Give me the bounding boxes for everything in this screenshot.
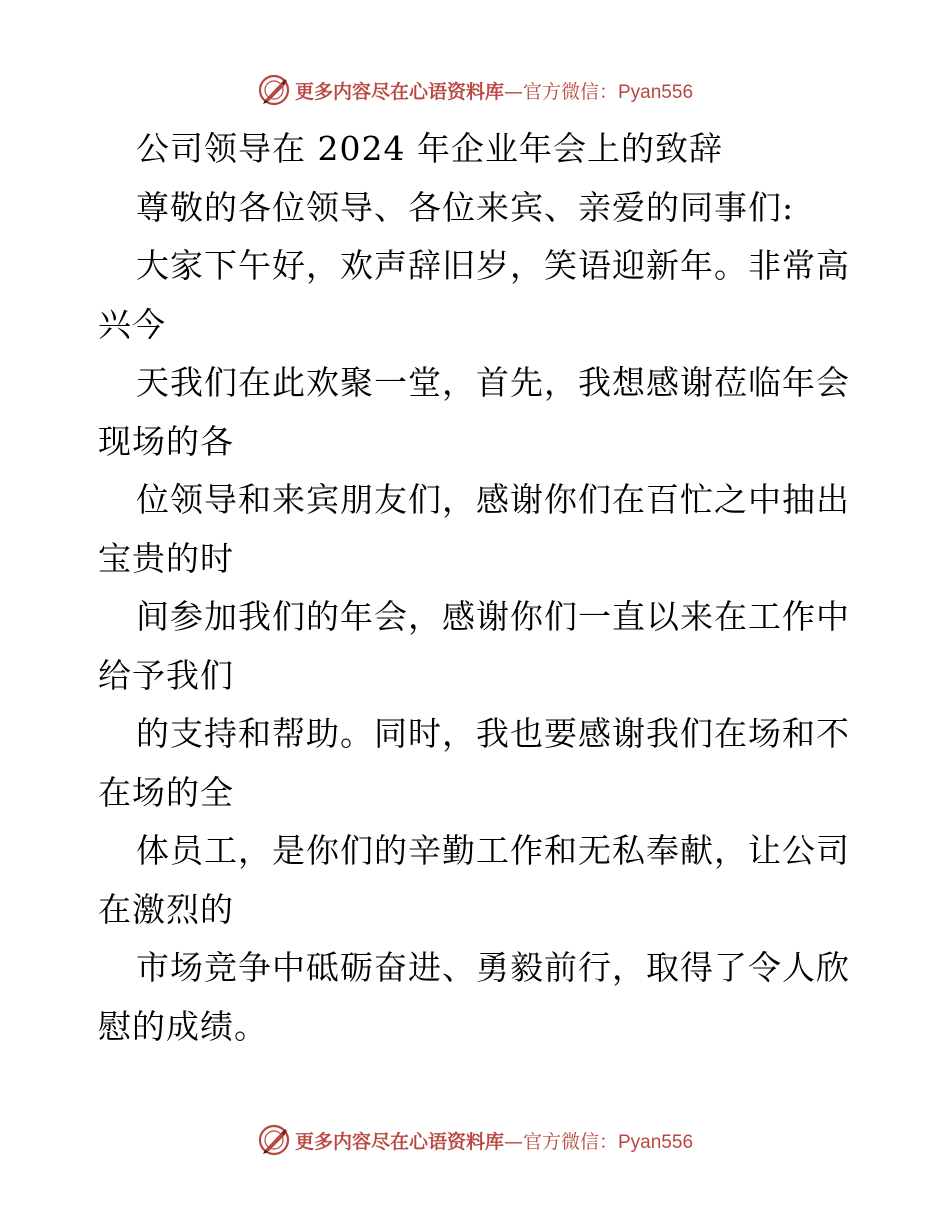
paragraph-line: 宝贵的时 bbox=[98, 538, 234, 578]
paragraph-line: 尊敬的各位领导、各位来宾、亲爱的同事们: bbox=[136, 187, 795, 227]
paragraph-line: 给予我们 bbox=[98, 655, 234, 695]
pen-logo-icon bbox=[257, 73, 291, 107]
paragraph-line: 位领导和来宾朋友们，感谢你们在百忙之中抽出 bbox=[136, 480, 850, 519]
paragraph-line: 市场竞争中砥砺奋进、勇毅前行，取得了令人欣 bbox=[136, 948, 850, 987]
paragraph-line: 间参加我们的年会，感谢你们一直以来在工作中 bbox=[136, 597, 850, 636]
footer-banner-text bbox=[295, 1127, 693, 1154]
paragraph-line: 的支持和帮助。同时，我也要感谢我们在场和不 bbox=[136, 714, 850, 753]
header-banner-main: 更多内容尽在心语资料库 bbox=[294, 80, 504, 103]
header-banner-inner bbox=[257, 73, 693, 107]
paragraph-line: 兴今 bbox=[98, 304, 166, 344]
footer-banner-main: 更多内容尽在心语资料库 bbox=[294, 1130, 504, 1153]
footer-banner-sub: 官方微信： bbox=[522, 1130, 618, 1153]
header-banner-separator: — bbox=[503, 80, 523, 103]
header-banner-handle: Pyan556 bbox=[618, 81, 694, 103]
header-banner-sub: 官方微信： bbox=[522, 80, 618, 103]
footer-banner bbox=[0, 1120, 950, 1160]
header-banner bbox=[0, 70, 950, 110]
document-body bbox=[98, 120, 858, 1056]
paragraph-line: 现场的各 bbox=[98, 421, 234, 461]
paragraph-line: 公司领导在 2024 年企业年会上的致辞 bbox=[136, 129, 723, 168]
paragraph-line: 慰的成绩。 bbox=[98, 1006, 268, 1046]
paragraph-line: 大家下午好，欢声辞旧岁，笑语迎新年。非常高 bbox=[136, 246, 850, 285]
footer-banner-separator: — bbox=[503, 1130, 523, 1153]
header-banner-text bbox=[295, 77, 693, 104]
footer-banner-inner bbox=[257, 1123, 693, 1157]
pen-logo-icon bbox=[257, 1123, 291, 1157]
footer-banner-handle: Pyan556 bbox=[618, 1131, 694, 1153]
paragraph-line: 在场的全 bbox=[98, 772, 234, 812]
paragraph-line: 在激烈的 bbox=[98, 889, 234, 929]
paragraph-line: 天我们在此欢聚一堂，首先，我想感谢莅临年会 bbox=[136, 363, 850, 402]
paragraph-line: 体员工，是你们的辛勤工作和无私奉献，让公司 bbox=[136, 831, 850, 870]
